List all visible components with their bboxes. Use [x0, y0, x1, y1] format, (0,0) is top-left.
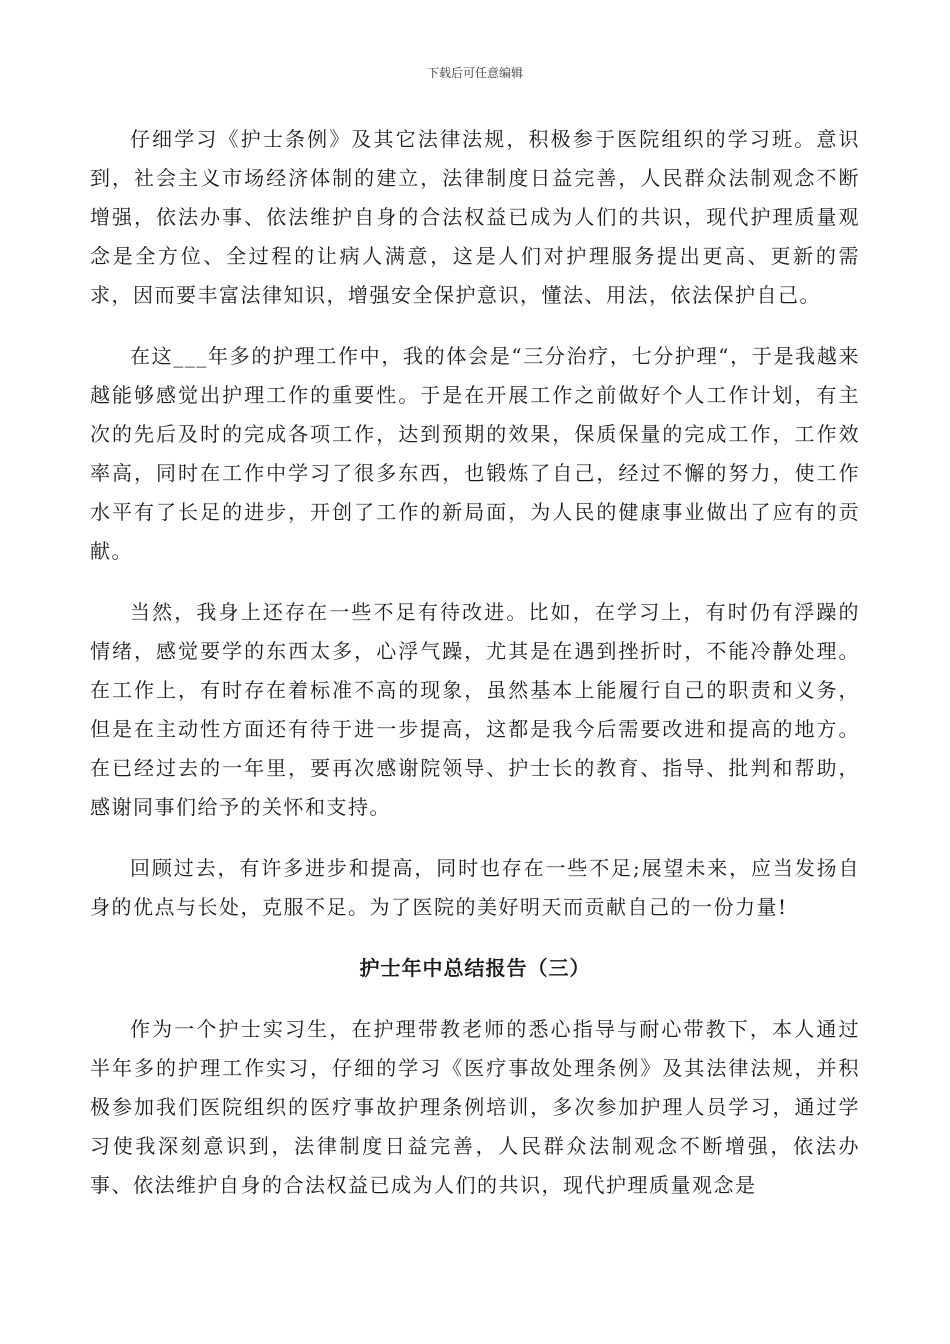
document-body — [90, 120, 860, 1227]
paragraph-intern-intro: 作为一个护士实习生，在护理带教老师的悉心指导与耐心带教下，本人通过半年多的护理工作实习，仔细的学习《医疗事故处理条例》及其法律法规，并积极参加我们医院组织的医疗事故护理条例培训，多次参加护理人员学习，通过学习使我深刻意识到，法律制度日益完善，人民群众法制观念不断增强，依法办事、依法维护自身的合法权益已成为人们的共识，现代护理质量观念是 — [90, 1017, 860, 1197]
paragraph-work-experience: 在这___年多的护理工作中，我的体会是“三分治疗，七分护理“，于是我越来越能够感觉出护理工作的重要性。于是在开展工作之前做好个人工作计划，有主次的先后及时的完成各项工作，达到预期的效果，保质保量的完成工作，工作效率高，同时在工作中学习了很多东西，也锻炼了自己，经过不懈的努力，使工作水平有了长足的进步，开创了工作的新局面，为人民的健康事业做出了应有的贡献。 — [90, 344, 860, 563]
section-heading: 护士年中总结报告（三） — [359, 956, 591, 980]
page-header: 下载后可任意编辑 — [426, 66, 523, 80]
paragraph-legal-study: 仔细学习《护士条例》及其它法律法规，积极参于医院组织的学习班。意识到，社会主义市场经济体制的建立，法律制度日益完善，人民群众法制观念不断增强，依法办事、依法维护自身的合法权益已成为人们的共识，现代护理质量观念是全方位、全过程的让病人满意，这是人们对护理服务提出更高、更新的需求，因而要丰富法律知识，增强安全保护意识，懂法、用法，依法保护自己。 — [90, 127, 860, 307]
paragraph-outlook: 回顾过去，有许多进步和提高，同时也存在一些不足;展望未来，应当发扬自身的优点与长处，克服不足。为了医院的美好明天而贡献自己的一份力量! — [90, 856, 860, 919]
paragraph-shortcomings: 当然，我身上还存在一些不足有待改进。比如，在学习上，有时仍有浮躁的情绪，感觉要学的东西太多，心浮气躁，尤其是在遇到挫折时，不能冷静处理。在工作上，有时存在着标准不高的现象，虽然基本上能履行自己的职责和义务，但是在主动性方面还有待于进一步提高，这都是我今后需要改进和提高的地方。在已经过去的一年里，要再次感谢院领导、护士长的教育、指导、批判和帮助，感谢同事们给予的关怀和支持。 — [90, 600, 860, 819]
